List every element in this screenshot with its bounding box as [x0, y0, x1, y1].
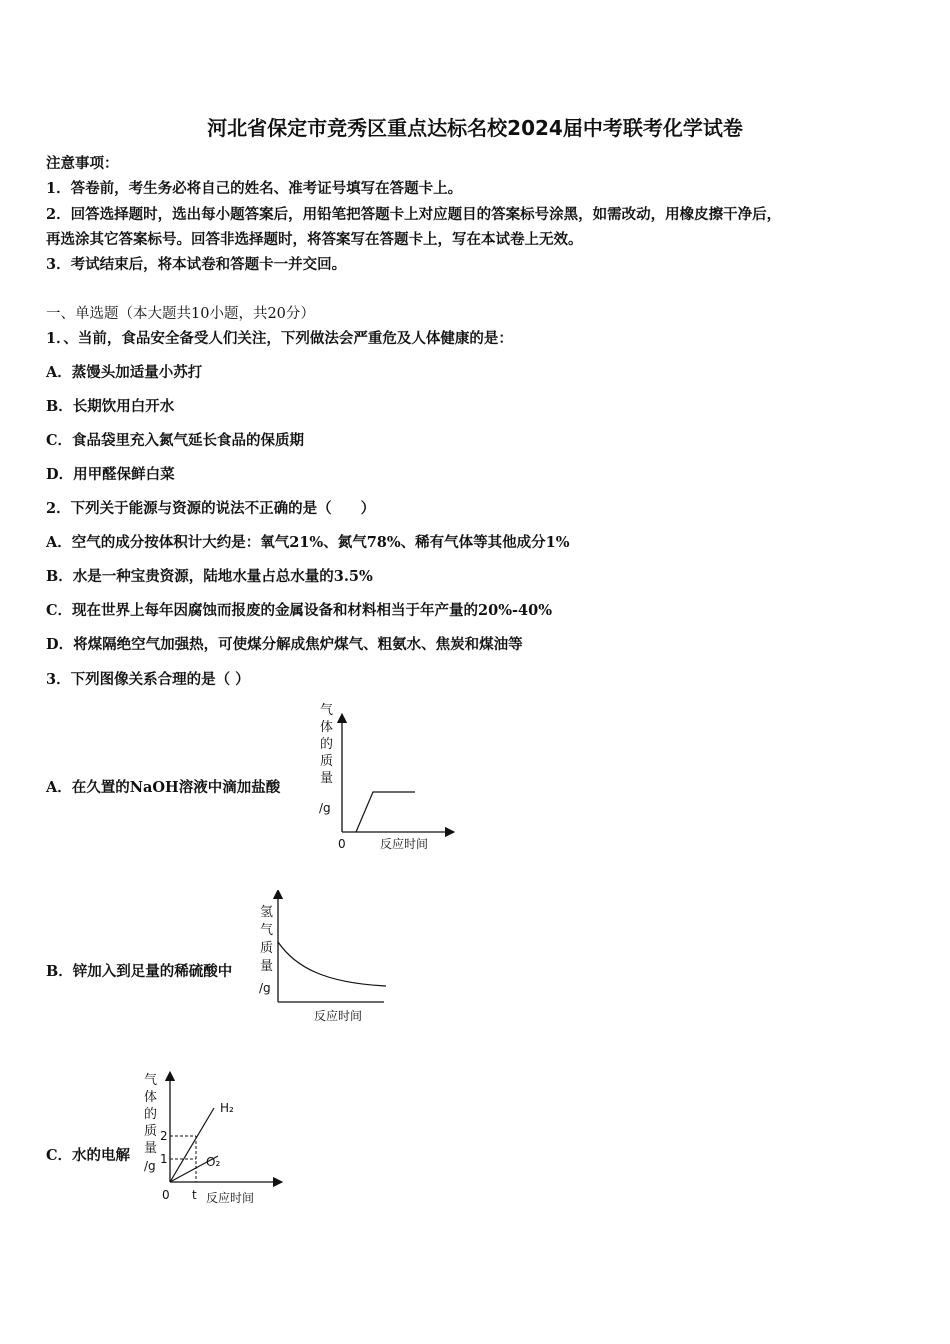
y-axis-label-char: 体: [144, 1090, 158, 1105]
q1-option-c: C．食品袋里充入氮气延长食品的保质期: [46, 432, 305, 449]
notice-item: 1．答卷前，考生务必将自己的姓名、准考证号填写在答题卡上。: [46, 180, 463, 197]
y-axis-label-char: 量: [144, 1141, 158, 1156]
y-axis-label-char: 的: [144, 1107, 158, 1122]
y-axis-label-char: 氢: [260, 905, 274, 920]
q3-option-a: A．在久置的NaOH溶液中滴加盐酸: [46, 779, 281, 796]
notice-heading: 注意事项：: [46, 155, 119, 172]
question-1-stem: 1．、当前，食品安全备受人们关注，下列做法会严重危及人体健康的是：: [46, 330, 513, 347]
y-axis-label-char: 气: [260, 923, 274, 938]
y-axis-unit: /g: [319, 801, 331, 815]
question-2-stem: 2．下列关于能源与资源的说法不正确的是（ ）: [46, 500, 376, 517]
y-axis-label-char: 体: [320, 720, 334, 735]
q2-option-d: D．将煤隔绝空气加强热，可使煤分解成焦炉煤气、粗氨水、焦炭和煤油等: [46, 636, 523, 653]
q2-option-c: C．现在世界上每年因腐蚀而报废的金属设备和材料相当于年产量的20%-40%: [46, 602, 552, 619]
q2-option-a: A．空气的成分按体积计大约是：氧气21%、氮气78%、稀有气体等其他成分1%: [46, 534, 570, 551]
figure-b-graph: [256, 890, 396, 1025]
tick-label-2: 2: [160, 1129, 168, 1143]
curve-b: [278, 942, 386, 986]
notice-item: 2．回答选择题时，选出每小题答案后，用铅笔把答题卡上对应题目的答案标号涂黑，如需改动，用橡皮擦干净后，: [46, 206, 782, 223]
x-axis-label: 反应时间: [206, 1191, 255, 1205]
t-label: t: [192, 1188, 197, 1202]
figure-c-graph: [140, 1068, 290, 1210]
y-axis-label-char: 质: [144, 1124, 158, 1139]
y-axis-unit: /g: [259, 981, 271, 995]
tick-label-1: 1: [160, 1152, 168, 1166]
y-axis-label-char: 质: [320, 754, 334, 769]
q3-option-c: C．水的电解: [46, 1147, 131, 1164]
section-heading: 一、单选题（本大题共10小题，共20分）: [46, 306, 315, 322]
q1-option-a: A．蒸馒头加适量小苏打: [46, 364, 203, 381]
q3-option-b: B．锌加入到足量的稀硫酸中: [46, 963, 233, 980]
origin-label: 0: [162, 1188, 170, 1202]
origin-label: 0: [338, 837, 346, 851]
x-axis-label: 反应时间: [380, 837, 429, 851]
curve-a: [356, 792, 415, 832]
page-title: 河北省保定市竞秀区重点达标名校2024届中考联考化学试卷: [207, 116, 743, 140]
y-axis-unit: /g: [144, 1159, 156, 1173]
notice-item: 再选涂其它答案标号。回答非选择题时，将答案写在答题卡上，写在本试卷上无效。: [46, 231, 583, 248]
notice-item: 3．考试结束后，将本试卷和答题卡一并交回。: [46, 256, 347, 273]
h2-line: [170, 1108, 214, 1182]
question-3-stem: 3．下列图像关系合理的是（ ）: [46, 671, 250, 688]
x-axis-label: 反应时间: [314, 1009, 363, 1023]
q2-option-b: B．水是一种宝贵资源，陆地水量占总水量的3.5%: [46, 568, 373, 585]
figure-a-graph: [310, 700, 460, 855]
y-axis-label-char: 的: [320, 737, 334, 752]
q1-option-b: B．长期饮用白开水: [46, 398, 175, 415]
y-axis-label-char: 量: [260, 959, 274, 974]
h2-label: H₂: [220, 1101, 234, 1115]
y-axis-label-char: 气: [320, 703, 334, 718]
y-axis-label-char: 气: [144, 1073, 158, 1088]
y-axis-label-char: 质: [260, 941, 274, 956]
y-axis-label-char: 量: [320, 771, 334, 786]
o2-label: O₂: [206, 1155, 221, 1169]
q1-option-d: D．用甲醛保鲜白菜: [46, 466, 175, 483]
